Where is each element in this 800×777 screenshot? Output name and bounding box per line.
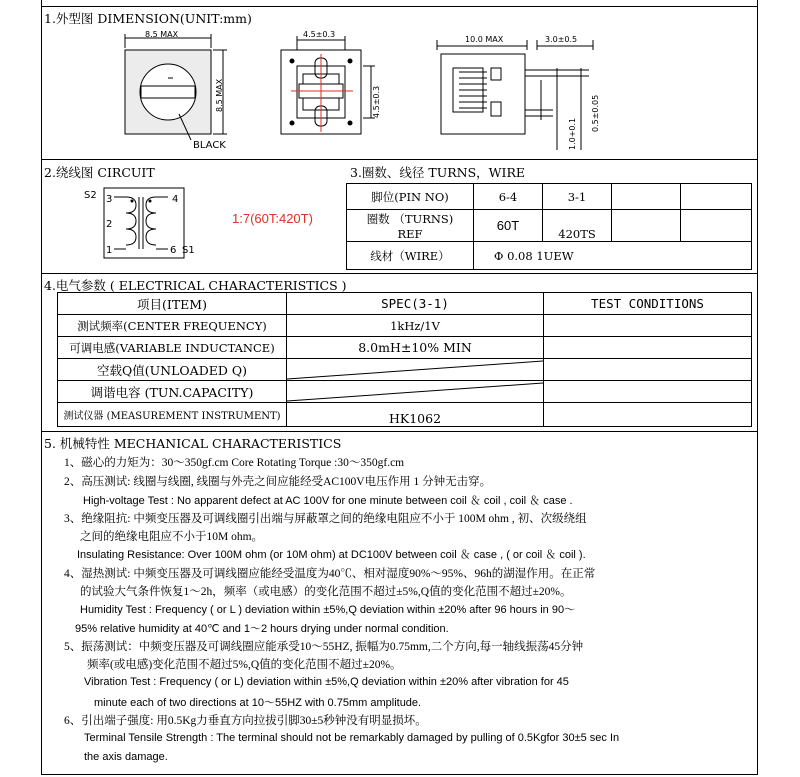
pin-3: 3 <box>106 194 113 205</box>
table-header-row <box>58 293 752 315</box>
spec-instrument: HK1062 <box>287 403 544 427</box>
dim-side-v2: 0.5±0.05 <box>591 94 600 132</box>
header-spec: SPEC(3-1) <box>287 293 544 315</box>
test-instrument <box>544 403 752 427</box>
dim-mid-height: 4.5±0.3 <box>372 85 381 118</box>
header-test: TEST CONDITIONS <box>544 293 752 315</box>
pin-c3 <box>612 184 681 210</box>
dimension-drawings <box>41 20 757 160</box>
mech-line-5: 之间的绝缘电阻应不小于10M ohm。 <box>80 531 264 543</box>
spec-capacity-strike <box>287 382 543 402</box>
wire-label: 线材（WIRE） <box>347 242 474 270</box>
dim-side-width: 10.0 MAX <box>465 35 504 44</box>
pin-c2: 3-1 <box>543 184 612 210</box>
pin-s1: S1 <box>182 245 195 256</box>
mech-line-17: the axis damage. <box>84 751 168 763</box>
dim-mid-width: 4.5±0.3 <box>303 30 336 39</box>
mech-line-6: Insulating Resistance: Over 100M ohm (or 10M ohm) at DC100V between coil ＆ case , ( or coil ＆ coil ). <box>77 549 586 561</box>
turns-label <box>347 210 474 242</box>
divider-top <box>41 6 757 7</box>
turns-c2: 420TS <box>543 210 612 242</box>
circuit-diagram <box>82 185 195 265</box>
test-inductance <box>544 337 752 359</box>
mech-line-7: 4、湿热测试: 中频变压器及可调线圈应能经受温度为40℃、相对湿度90%～95%、96h的湖湿作用。在正常 <box>64 568 596 580</box>
top-view-drawing <box>125 34 227 140</box>
dim-side-pin: 3.0±0.5 <box>545 35 578 44</box>
section5-title: 5. 机械特性 MECHANICAL CHARACTERISTICS <box>44 436 342 451</box>
section2-title: 2.绕线图 CIRCUIT <box>44 165 155 180</box>
item-capacity: 调谐电容 (TUN.CAPACITY) <box>58 381 287 403</box>
turns-label-1: 圈数 （TURNS) <box>366 211 454 226</box>
section3-title: 3.圈数、线径 TURNS，WIRE <box>350 165 526 180</box>
mech-line-4: 3、绝缘阻抗: 中频变压器及可调线圈引出端与屏蔽罩之间的绝缘电阻应不小于 100M ohm , 初、次级绕组 <box>64 513 587 525</box>
turns-wire-table <box>346 183 752 270</box>
dim-top-width: 8.5 MAX <box>145 30 179 39</box>
table-row <box>347 242 752 270</box>
mech-line-2: 2、高压测试: 线圈与线圈, 线圈与外壳之间应能经受AC100V电压作用 1 分钟无击穿。 <box>64 476 492 488</box>
table-row <box>58 359 752 381</box>
mech-line-12: 频率(或电感)变化范围不超过5%,Q值的变化范围不超过±20%。 <box>87 659 402 671</box>
table-row <box>58 315 752 337</box>
mech-line-8: 的试验大气条件恢复1～2h，频率（或电感）的变化范围不超过±5%,Q值的变化范围不超过±20%。 <box>80 586 572 598</box>
pin-s2: S2 <box>84 190 97 201</box>
mech-line-11: 5、振荡测试：中频变压器及可调线圈应能承受10～55HZ, 振幅为0.75mm,二个方向,每一轴线振荡45分钟 <box>64 641 584 653</box>
test-frequency <box>544 315 752 337</box>
item-inductance: 可调电感(VARIABLE INDUCTANCE) <box>58 337 287 359</box>
test-q <box>544 359 752 381</box>
turns-ratio: 1:7(60T:420T) <box>232 211 313 226</box>
mech-line-13: Vibration Test : Frequency ( or L) deviation within ±5%,Q deviation within ±20% after vibration for 45 <box>84 676 569 688</box>
section1-title: 1.外型图 DIMENSION(UNIT:mm) <box>44 11 252 26</box>
spec-frequency: 1kHz/1V <box>287 315 544 337</box>
pin-c4 <box>681 184 752 210</box>
mech-line-15: 6、引出端子强度: 用0.5Kg力垂直方向拉拔引脚30±5秒钟没有明显损坏。 <box>64 715 427 727</box>
divider-section5 <box>41 431 757 432</box>
electrical-table <box>57 292 752 427</box>
mech-line-16: Terminal Tensile Strength : The terminal should not be remarkably damaged by pulling of 0.5Kgfor 30±5 sec In <box>84 732 620 744</box>
item-q: 空载Q值(UNLOADED Q) <box>58 359 287 381</box>
item-frequency: 测试频率(CENTER FREQUENCY) <box>58 315 287 337</box>
turns-c3 <box>612 210 681 242</box>
header-item: 项目(ITEM) <box>58 293 287 315</box>
table-row <box>347 184 752 210</box>
item-instrument: 测试仪器 (MEASUREMENT INSTRUMENT) <box>58 403 287 427</box>
table-row <box>58 403 752 427</box>
pin-4: 4 <box>172 194 179 205</box>
dim-side-v1: 1.0+0.1 <box>568 117 577 150</box>
wire-value: Φ 0.08 1UEW <box>474 242 752 270</box>
pin-label: 脚位(PIN NO) <box>347 184 474 210</box>
spec-q-strike <box>287 360 543 380</box>
black-label: BLACK <box>193 140 226 151</box>
pin-2: 2 <box>106 219 113 230</box>
section4-title: 4.电气参数 ( ELECTRICAL CHARACTERISTICS ) <box>44 278 347 293</box>
spec-q <box>287 359 544 381</box>
spec-capacity <box>287 381 544 403</box>
pin-6: 6 <box>170 245 177 256</box>
divider-section4 <box>41 273 757 274</box>
mech-line-14: minute each of two directions at 10～55HZ with 0.75mm amplitude. <box>94 697 422 709</box>
mech-line-1: 1、磁心的力矩为：30～350gf.cm Core Rotating Torque :30～350gf.cm <box>64 457 405 469</box>
test-capacity <box>544 381 752 403</box>
table-row <box>58 337 752 359</box>
pin-1: 1 <box>106 245 113 256</box>
table-row <box>58 381 752 403</box>
turns-c4 <box>681 210 752 242</box>
dim-top-height: 8.5 MAX <box>215 78 224 112</box>
mech-line-10: 95% relative humidity at 40℃ and 1～2 hours drying under normal condition. <box>75 623 449 635</box>
mech-line-9: Humidity Test : Frequency ( or L ) deviation within ±5%,Q deviation within ±20% after 96 hours in 90～ <box>80 604 576 616</box>
table-row <box>347 210 752 242</box>
turns-label-2: REF <box>397 226 423 241</box>
mech-line-3: High-voltage Test : No apparent defect at AC 100V for one minute between coil ＆ coil , coil ＆ case . <box>83 495 573 507</box>
bottom-view-drawing <box>281 36 375 134</box>
turns-c1: 60T <box>474 210 543 242</box>
spec-inductance: 8.0mH±10% MIN <box>287 337 544 359</box>
pin-c1: 6-4 <box>474 184 543 210</box>
